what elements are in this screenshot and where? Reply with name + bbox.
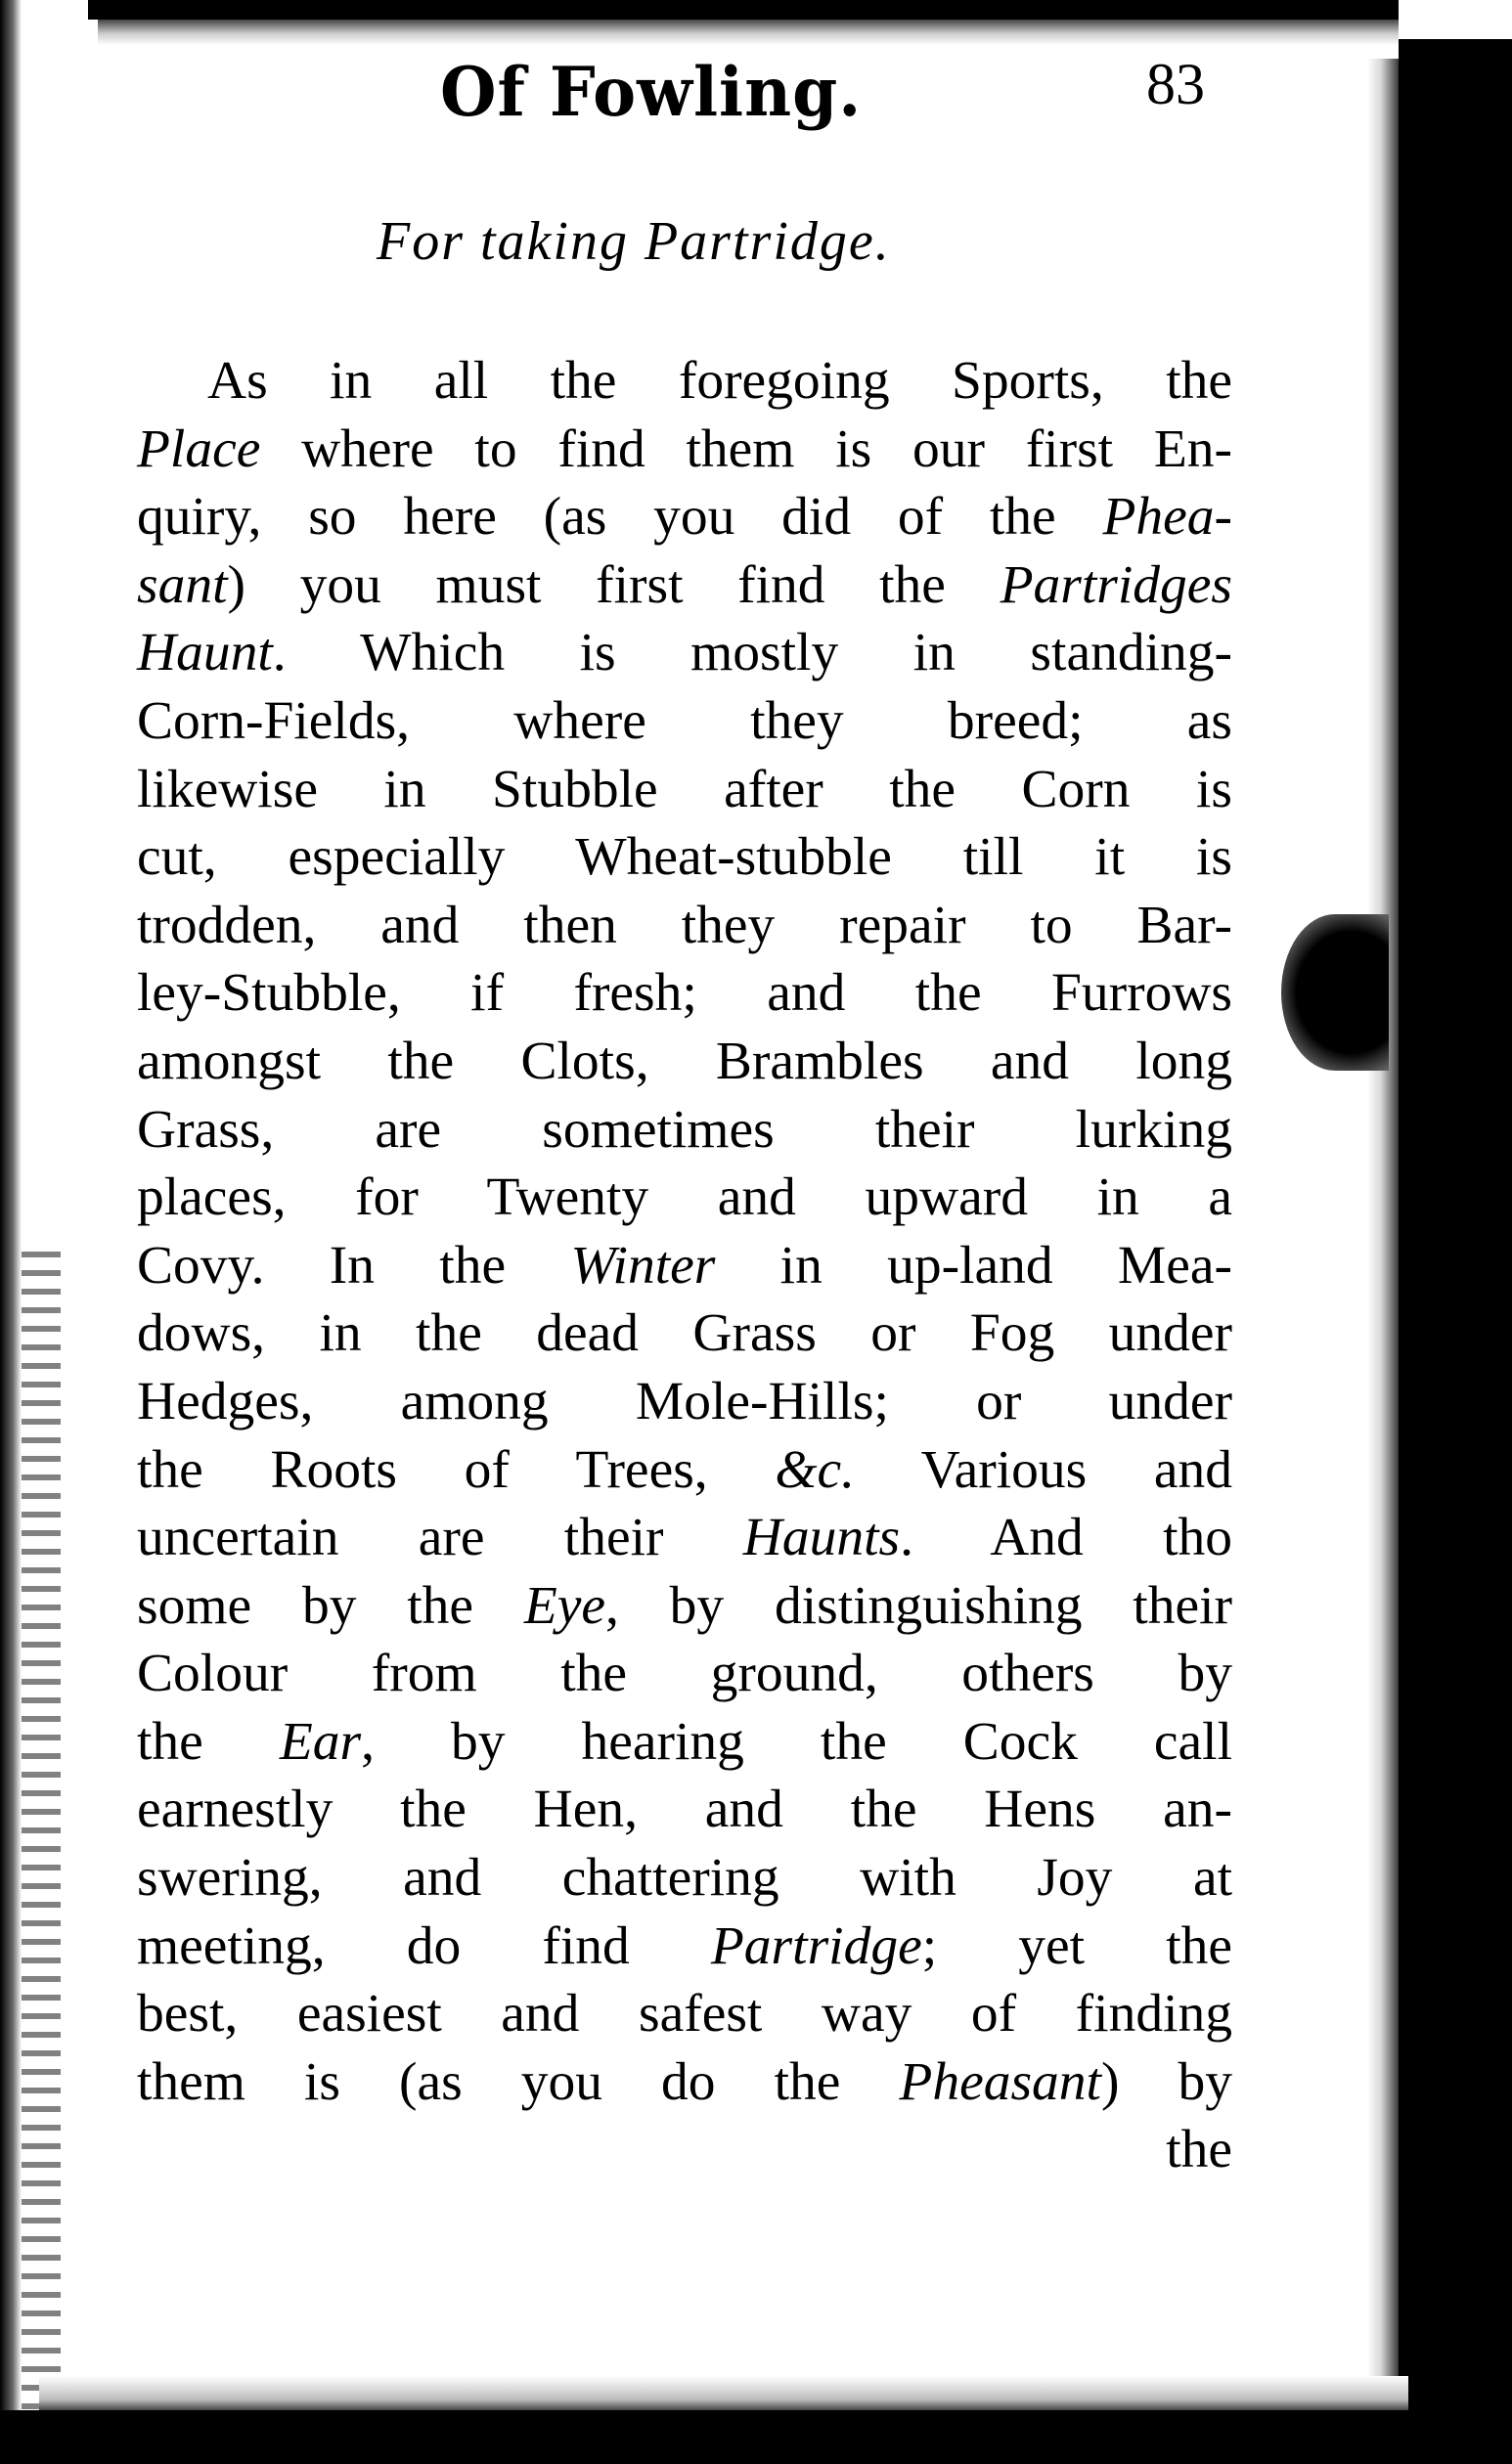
roman-text: where to find them is our first En- (260, 418, 1232, 479)
italic-text: Haunts (742, 1508, 901, 1568)
italic-text: Haunt (137, 623, 273, 683)
text-line (137, 1299, 1232, 1368)
left-scan-edge (0, 0, 22, 2464)
italic-text: Phea- (1102, 487, 1232, 548)
text-line (137, 619, 1232, 687)
text-line (137, 892, 1232, 960)
bottom-edge-shadow (39, 2376, 1408, 2415)
roman-text: As in all the foregoing Sports, the (207, 351, 1232, 411)
roman-text: . And tho (900, 1508, 1232, 1568)
catchword: the (1166, 2120, 1232, 2180)
text-line (137, 756, 1232, 824)
top-edge-shadow (98, 20, 1399, 45)
roman-text: , by hearing the Cock call (361, 1711, 1232, 1772)
bottom-scan-edge (0, 2410, 1512, 2464)
right-scan-edge (1399, 39, 1512, 2464)
roman-text: ley-Stubble, if fresh; and the Furrows (137, 963, 1232, 1024)
roman-text: them is (as you do the (137, 2051, 900, 2112)
text-line (137, 823, 1232, 892)
text-line (137, 1096, 1232, 1165)
italic-text: Pheasant (899, 2051, 1101, 2112)
roman-text: places, for Twenty and upward in a (137, 1167, 1232, 1228)
page-tab-mark (1281, 914, 1389, 1071)
roman-text: quiry, so here (as you did of the (137, 487, 1103, 548)
text-line (137, 1504, 1232, 1572)
roman-text: Grass, are sometimes their lurking (137, 1099, 1232, 1160)
roman-text: , by distinguishing their (605, 1575, 1232, 1636)
text-line (137, 2048, 1232, 2117)
text-line (137, 1776, 1232, 1844)
body-text (137, 347, 1232, 2184)
text-line (137, 1844, 1232, 1913)
italic-text: Place (137, 418, 261, 479)
italic-text: &c. (775, 1439, 856, 1500)
text-line (137, 1028, 1232, 1096)
roman-text: swering, and chattering with Joy at (137, 1848, 1232, 1909)
roman-text: Colour from the ground, others by (137, 1644, 1232, 1704)
section-heading: For taking Partridge. (377, 211, 891, 272)
text-line (137, 1232, 1232, 1300)
page-number: 83 (1146, 52, 1205, 116)
roman-text: in up-land Mea- (715, 1235, 1232, 1296)
text-line (137, 347, 1232, 416)
text-line (137, 1913, 1232, 1981)
roman-text: amongst the Clots, Brambles and long (137, 1031, 1232, 1091)
roman-text: meeting, do find (137, 1915, 711, 1976)
text-line (137, 959, 1232, 1028)
text-line (137, 1436, 1232, 1505)
roman-text: the (137, 1711, 280, 1772)
roman-text: Covy. In the (137, 1235, 571, 1296)
catchword-line (137, 2116, 1232, 2184)
body-lines (137, 347, 1232, 2116)
roman-text: cut, especially Wheat-stubble till it is (137, 827, 1232, 888)
roman-text: likewise in Stubble after the Corn is (137, 759, 1232, 819)
roman-text: ) you must first find the (227, 554, 1001, 615)
text-line (137, 483, 1232, 551)
running-head: Of Fowling. (440, 52, 863, 132)
text-line (137, 687, 1232, 756)
roman-text: . Which is mostly in standing- (272, 623, 1232, 683)
italic-text: Ear (279, 1711, 362, 1772)
italic-text: Partridge (710, 1915, 922, 1976)
roman-text: Hedges, among Mole-Hills; or under (137, 1371, 1232, 1431)
roman-text: trodden, and then they repair to Bar- (137, 895, 1232, 955)
roman-text: uncertain are their (137, 1508, 743, 1568)
italic-text: sant (137, 554, 228, 615)
roman-text: ; yet the (921, 1915, 1232, 1976)
italic-text: Partridges (1000, 554, 1232, 615)
text-line (137, 551, 1232, 620)
roman-text: earnestly the Hen, and the Hens an- (137, 1780, 1232, 1840)
roman-text: some by the (137, 1575, 524, 1636)
text-line (137, 1572, 1232, 1641)
italic-text: Winter (570, 1235, 716, 1296)
italic-text: Eye (523, 1575, 605, 1636)
text-line (137, 416, 1232, 484)
roman-text: Various and (855, 1439, 1232, 1500)
roman-text: best, easiest and safest way of finding (137, 1984, 1232, 2045)
roman-text: dows, in the dead Grass or Fog under (137, 1303, 1232, 1364)
text-line (137, 1708, 1232, 1777)
text-line (137, 1164, 1232, 1232)
top-scan-edge (88, 0, 1399, 20)
text-line (137, 1368, 1232, 1436)
roman-text: the Roots of Trees, (137, 1439, 776, 1500)
text-line (137, 1640, 1232, 1708)
left-margin-speckle (22, 1252, 61, 2415)
roman-text: Corn-Fields, where they breed; as (137, 690, 1232, 751)
text-line (137, 1980, 1232, 2048)
roman-text: ) by (1100, 2051, 1232, 2112)
